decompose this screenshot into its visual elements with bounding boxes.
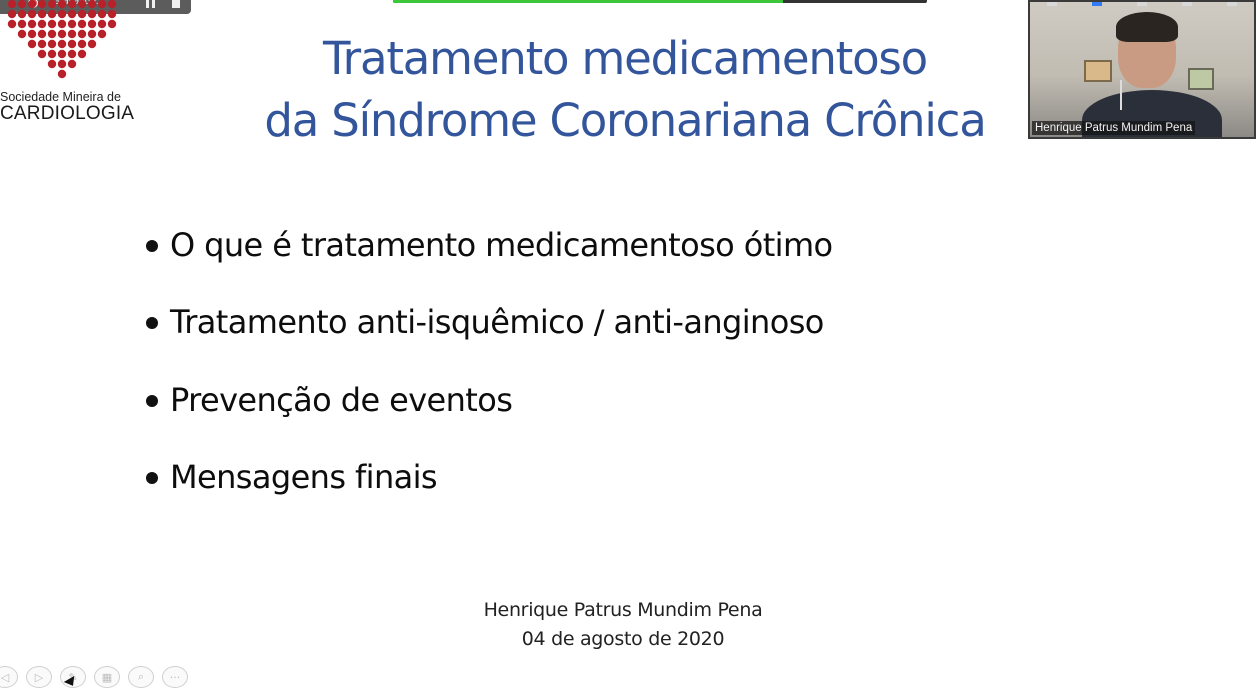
logo-dot <box>58 30 66 38</box>
logo-dot <box>68 50 76 58</box>
toolbar-icon[interactable] <box>1227 2 1237 6</box>
participant-name-label: Henrique Patrus Mundim Pena <box>1032 121 1195 135</box>
logo-dot <box>8 0 16 8</box>
logo-dot <box>28 40 36 48</box>
bullet-list <box>146 206 833 516</box>
logo-dot <box>58 0 66 8</box>
logo-dot <box>48 20 56 28</box>
logo-dot <box>38 0 46 8</box>
logo-dot <box>68 60 76 68</box>
slide-title <box>230 28 1020 152</box>
logo-dot <box>88 20 96 28</box>
pause-icon[interactable] <box>146 0 156 8</box>
logo-dot <box>18 10 26 18</box>
headset-mic <box>1120 80 1122 110</box>
logo-text-cardiologia: CARDIOLOGIA <box>0 103 135 124</box>
participant-hair <box>1116 12 1178 42</box>
previous-slide-button[interactable] <box>0 666 18 688</box>
logo-dot <box>48 0 56 8</box>
bullet-item <box>146 206 833 284</box>
logo-dot <box>58 10 66 18</box>
next-slide-button[interactable] <box>26 666 52 688</box>
slides-button[interactable] <box>94 666 120 688</box>
logo-dot <box>68 30 76 38</box>
logo-dot <box>98 0 106 8</box>
logo-dot <box>98 20 106 28</box>
wall-picture <box>1084 60 1112 82</box>
bullet-text: Mensagens finais <box>170 458 437 497</box>
logo-dot <box>38 30 46 38</box>
bullet-text: Prevenção de eventos <box>170 380 513 419</box>
logo-dot <box>88 0 96 8</box>
author-name: Henrique Patrus Mundim Pena <box>483 599 763 621</box>
share-progress-fill <box>393 0 783 3</box>
logo-dot <box>68 0 76 8</box>
share-progress-bar <box>393 0 927 3</box>
toolbar-icon[interactable] <box>1092 2 1102 6</box>
logo-dot <box>8 20 16 28</box>
logo-dot <box>48 10 56 18</box>
logo-dot <box>108 20 116 28</box>
logo-dot <box>68 10 76 18</box>
zoom-button[interactable] <box>128 666 154 688</box>
logo-dot <box>28 10 36 18</box>
logo-dot <box>38 10 46 18</box>
logo-dot <box>88 30 96 38</box>
logo-dot <box>58 40 66 48</box>
logo-dot <box>18 30 26 38</box>
logo-dot <box>78 20 86 28</box>
logo-dot <box>108 0 116 8</box>
bullet-item <box>146 361 833 439</box>
participant-video-tile[interactable] <box>1028 0 1256 139</box>
slide-title-line-1: Tratamento medicamentoso <box>323 32 927 85</box>
toolbar-icon[interactable] <box>1182 2 1192 6</box>
presenter-controls <box>0 666 188 688</box>
logo-dot <box>58 60 66 68</box>
slide-footer <box>373 596 873 654</box>
logo-dot <box>58 70 66 78</box>
logo-dot <box>28 20 36 28</box>
logo-dot <box>78 0 86 8</box>
previous-icon: ◁ <box>0 670 10 684</box>
logo-dot <box>28 0 36 8</box>
logo-dot <box>58 20 66 28</box>
bullet-item <box>146 284 833 362</box>
video-toolbar <box>1030 2 1254 10</box>
bullet-icon <box>146 395 158 407</box>
logo-dot <box>78 10 86 18</box>
logo-dot <box>8 10 16 18</box>
more-icon: ··· <box>169 670 181 684</box>
stop-icon[interactable] <box>172 0 180 8</box>
logo-dot <box>58 50 66 58</box>
logo-dot <box>78 50 86 58</box>
logo-dot <box>28 30 36 38</box>
logo-dot <box>98 10 106 18</box>
logo-dot <box>98 30 106 38</box>
logo-dot <box>48 40 56 48</box>
logo-dot <box>78 40 86 48</box>
logo-dot <box>108 10 116 18</box>
more-options-button[interactable] <box>162 666 188 688</box>
logo-dot <box>48 30 56 38</box>
logo <box>0 0 140 130</box>
slide-title-line-2: da Síndrome Coronariana Crônica <box>264 94 986 147</box>
next-icon: ▷ <box>34 670 44 684</box>
logo-dot <box>38 50 46 58</box>
logo-dot <box>88 40 96 48</box>
logo-dot <box>48 60 56 68</box>
logo-dot <box>68 40 76 48</box>
pen-icon: ✎ <box>68 670 78 684</box>
toolbar-icon[interactable] <box>1047 2 1057 6</box>
bullet-icon <box>146 472 158 484</box>
logo-dot <box>88 10 96 18</box>
bullet-icon <box>146 240 158 252</box>
wall-picture <box>1188 68 1214 90</box>
bullet-item <box>146 439 833 517</box>
zoom-icon: ⌕ <box>137 670 145 683</box>
bullet-text: O que é tratamento medicamentoso ótimo <box>170 225 833 264</box>
logo-dot <box>38 20 46 28</box>
bullet-text: Tratamento anti-isquêmico / anti-anginoso <box>170 303 824 342</box>
presentation-date: 04 de agosto de 2020 <box>521 628 725 650</box>
logo-dot <box>18 0 26 8</box>
logo-dot <box>48 50 56 58</box>
logo-dot <box>18 20 26 28</box>
logo-dot <box>38 40 46 48</box>
slides-icon: ▦ <box>101 670 113 684</box>
heart-dots-logo-icon <box>0 0 140 92</box>
logo-dot <box>78 30 86 38</box>
bullet-icon <box>146 317 158 329</box>
toolbar-icon[interactable] <box>1137 2 1147 6</box>
logo-dot <box>68 20 76 28</box>
logo-text-society: Sociedade Mineira de <box>0 90 121 104</box>
